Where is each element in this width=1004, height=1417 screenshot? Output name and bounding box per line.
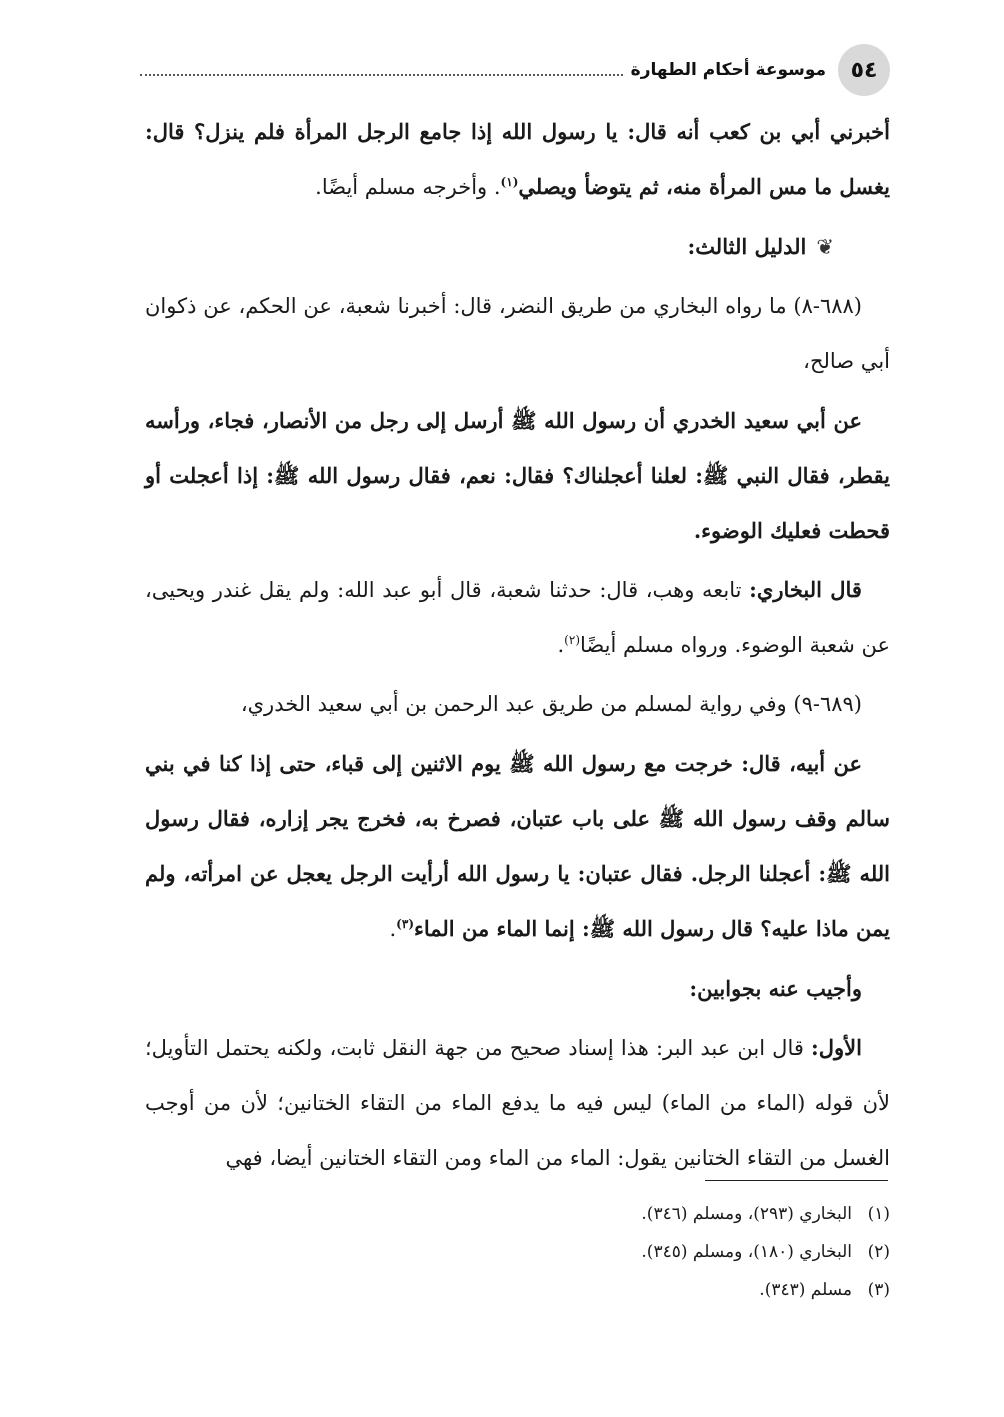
footnote-ref-1: (١) [500,175,519,189]
footnote-1: (١)البخاري (٢٩٣)، ومسلم (٣٤٦). [641,1204,890,1224]
paragraph-two-answers: وأجيب عنه بجوابين: [689,976,862,1001]
running-head [140,60,826,80]
page-header [140,40,890,96]
paragraph-hadith-ubayy: أخبرني أبي بن كعب أنه قال: يا رسول الله إذا جامع الرجل المرأة فلم ينزل؟ قال: يغسل ما مس المرأة منه، ثم يتوضأ ويصلي$^{(١)}$. وأخرجه مسلم أيضًا. [145,119,890,199]
footnote-ref-3: (٣) [396,917,414,931]
dotted-leader [140,74,623,76]
footnote-ref-2: (٢) [564,633,580,647]
book-title: موسوعة أحكام الطهارة [630,60,826,80]
paragraph-hadith-abu-said: عن أبي سعيد الخدري أن رسول الله ﷺ أرسل إلى رجل من الأنصار، فجاء، ورأسه يقطر، فقال النبي ﷺ: لعلنا أعجلناك؟ فقال: نعم، فقال رسول الله ﷺ: إذا أعجلت أو قحطت فعليك الوضوء. [145,408,890,543]
paragraph-hadith-itban: عن أبيه، قال: خرجت مع رسول الله ﷺ يوم الاثنين إلى قباء، حتى إذا كنا في بني سالم وقف رسول الله ﷺ على باب عتبان، فصرخ به، فخرج يجر إزاره، فقال رسول الله ﷺ: أعجلنا الرجل. فقال عتبان: يا رسول الله أرأيت الرجل يعجل عن امرأته، ولم يمن ماذا عليه؟ قال رسول الله ﷺ: إنما الماء من الماء$^{(٣)}$. [145,751,891,941]
footnote-3: (٣)مسلم (٣٤٣). [759,1280,890,1300]
paragraph-first-answer: الأول: قال ابن عبد البر: هذا إسناد صحيح من جهة النقل ثابت، ولكنه يحتمل التأويل؛ لأن قوله (الماء من الماء) ليس فيه ما يدفع الماء من التقاء الختانين؛ لأن من أوجب الغسل من التقاء الختانين يقول: الماء من الماء ومن التقاء الختانين أيضا، فهي [145,1035,890,1170]
leaf-bullet-icon: ❦ [816,235,834,259]
paragraph-chain-688: (٦٨٨-٨) ما رواه البخاري من طريق النضر، قال: أخبرنا شعبة، عن الحكم، عن ذكوان أبي صالح، [145,294,890,373]
footnote-separator [705,1180,888,1181]
paragraph-bukhari-note: قال البخاري: تابعه وهب، قال: حدثنا شعبة، قال أبو عبد الله: ولم يقل غندر ويحيى، عن شعبة الوضوء. ورواه مسلم أيضًا$^{(٢)}$. [145,577,890,657]
footnotes [145,1195,890,1309]
section-heading: ❦الدليل الثالث: [145,219,890,275]
main-text [145,104,890,1190]
page-number-badge: ٥٤ [838,44,890,96]
footnote-2: (٢)البخاري (١٨٠)، ومسلم (٣٤٥). [641,1242,890,1262]
paragraph-chain-689: (٦٨٩-٩) وفي رواية لمسلم من طريق عبد الرحمن بن أبي سعيد الخدري، [240,692,862,716]
